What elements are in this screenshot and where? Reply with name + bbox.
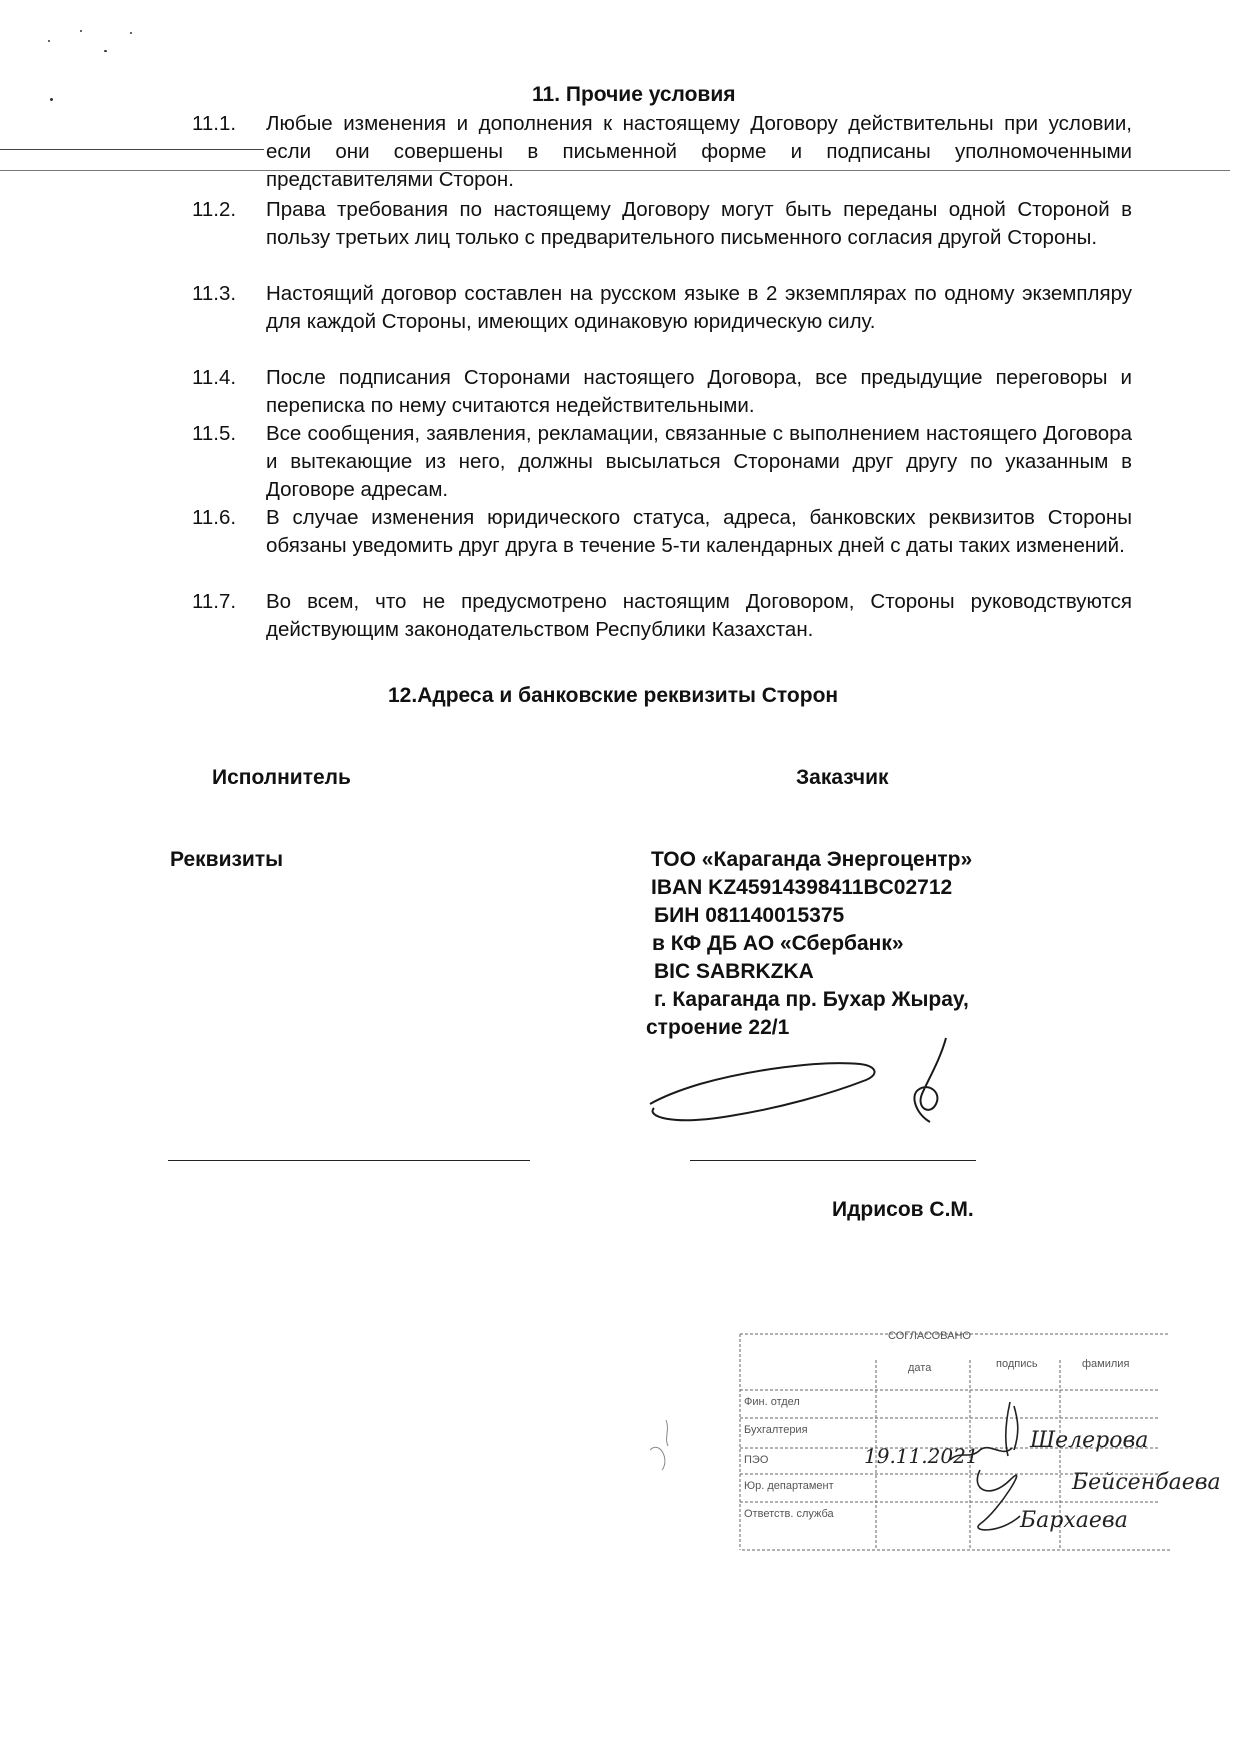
scan-speck: [130, 32, 132, 34]
clause-text: Любые изменения и дополнения к настоящему Договору действительны при условии, если они совершены в письменной форме и подписаны уполномоченными представителями Сторон.: [266, 112, 1132, 191]
clause-number: 11.4.: [192, 366, 237, 389]
clause-number: 11.5.: [192, 422, 237, 445]
clause-item: [192, 280, 1132, 336]
clause-text: После подписания Сторонами настоящего Договора, все предыдущие переговоры и переписка по нему считаются недействительными.: [266, 366, 1132, 417]
clause-item: [192, 588, 1132, 644]
scan-speck: [80, 30, 82, 32]
clause-text: Настоящий договор составлен на русском языке в 2 экземплярах по одному экземпляру для каждой Стороны, имеющих одинаковую юридическую силу.: [266, 282, 1132, 333]
stamp-row: Бухгалтерия: [744, 1424, 808, 1436]
clause-number: 11.1.: [192, 112, 237, 135]
customer-signatory: Идрисов С.М.: [832, 1198, 974, 1221]
clause-number: 11.3.: [192, 282, 237, 305]
stamp-row: Юр. департамент: [744, 1480, 834, 1492]
clause-number: 11.2.: [192, 198, 237, 221]
clause-text: Во всем, что не предусмотрено настоящим Договором, Стороны руководствуются действующим законодательством Республики Казахстан.: [266, 590, 1132, 641]
approval-stamp: [650, 1310, 1230, 1560]
stamp-col-signature: подпись: [996, 1358, 1038, 1370]
customer-address-line2: строение 22/1: [646, 1016, 790, 1039]
customer-address-line1: г. Караганда пр. Бухар Жырау,: [654, 988, 969, 1011]
clause-item: [192, 364, 1132, 420]
clause-text: В случае изменения юридического статуса, адреса, банковских реквизитов Стороны обязаны уведомить друг друга в течение 5-ти календарных дней с даты таких изменений.: [266, 506, 1132, 557]
stamp-handwritten-date: 19.11.2021: [864, 1444, 979, 1468]
executor-requisites-label: Реквизиты: [170, 848, 284, 871]
customer-signature: [640, 1030, 960, 1140]
stamp-handwritten-name: Бархаева: [1020, 1508, 1128, 1533]
customer-bin: БИН 081140015375: [654, 904, 845, 927]
clause-number: 11.6.: [192, 506, 237, 529]
stamp-handwritten-name: Бейсенбаева: [1072, 1470, 1221, 1495]
stamp-title: СОГЛАСОВАНО: [888, 1330, 971, 1342]
clause-item: [192, 196, 1132, 252]
stamp-row: Ответств. служба: [744, 1508, 834, 1520]
section-12-title: 12.Адреса и банковские реквизиты Сторон: [388, 684, 839, 707]
stamp-col-date: дата: [908, 1362, 932, 1374]
stamp-row: Фин. отдел: [744, 1396, 800, 1408]
clause-text: Все сообщения, заявления, рекламации, связанные с выполнением настоящего Договора и вытекающие из него, должны высылаться Сторонами друг другу по указанным в Договоре адресам.: [266, 422, 1132, 501]
customer-signature-line: [690, 1160, 976, 1161]
customer-company: ТОО «Караганда Энергоцентр»: [651, 848, 973, 871]
customer-bank: в КФ ДБ АО «Сбербанк»: [652, 932, 904, 955]
scan-speck: [104, 50, 107, 52]
scan-speck: [50, 98, 53, 101]
clause-item: [192, 420, 1132, 504]
customer-label: Заказчик: [796, 766, 889, 789]
stamp-signature-strokes: [650, 1310, 1230, 1560]
stamp-col-surname: фамилия: [1082, 1358, 1130, 1370]
customer-iban: IBAN KZ45914398411BC02712: [651, 876, 953, 899]
clause-item: [192, 110, 1132, 194]
stamp-handwritten-name: Шелерова: [1030, 1428, 1149, 1453]
clause-text: Права требования по настоящему Договору могут быть переданы одной Стороной в пользу третьих лиц только с предварительного письменного согласия другой Стороны.: [266, 198, 1132, 249]
section-11-title: 11. Прочие условия: [532, 83, 736, 106]
clause-item: [192, 504, 1132, 560]
executor-signature-line: [168, 1160, 530, 1161]
scan-speck: [48, 40, 50, 42]
executor-label: Исполнитель: [212, 766, 351, 789]
stamp-row: ПЭО: [744, 1454, 769, 1466]
clause-number: 11.7.: [192, 590, 237, 613]
customer-bic: BIC SABRKZKA: [654, 960, 814, 983]
